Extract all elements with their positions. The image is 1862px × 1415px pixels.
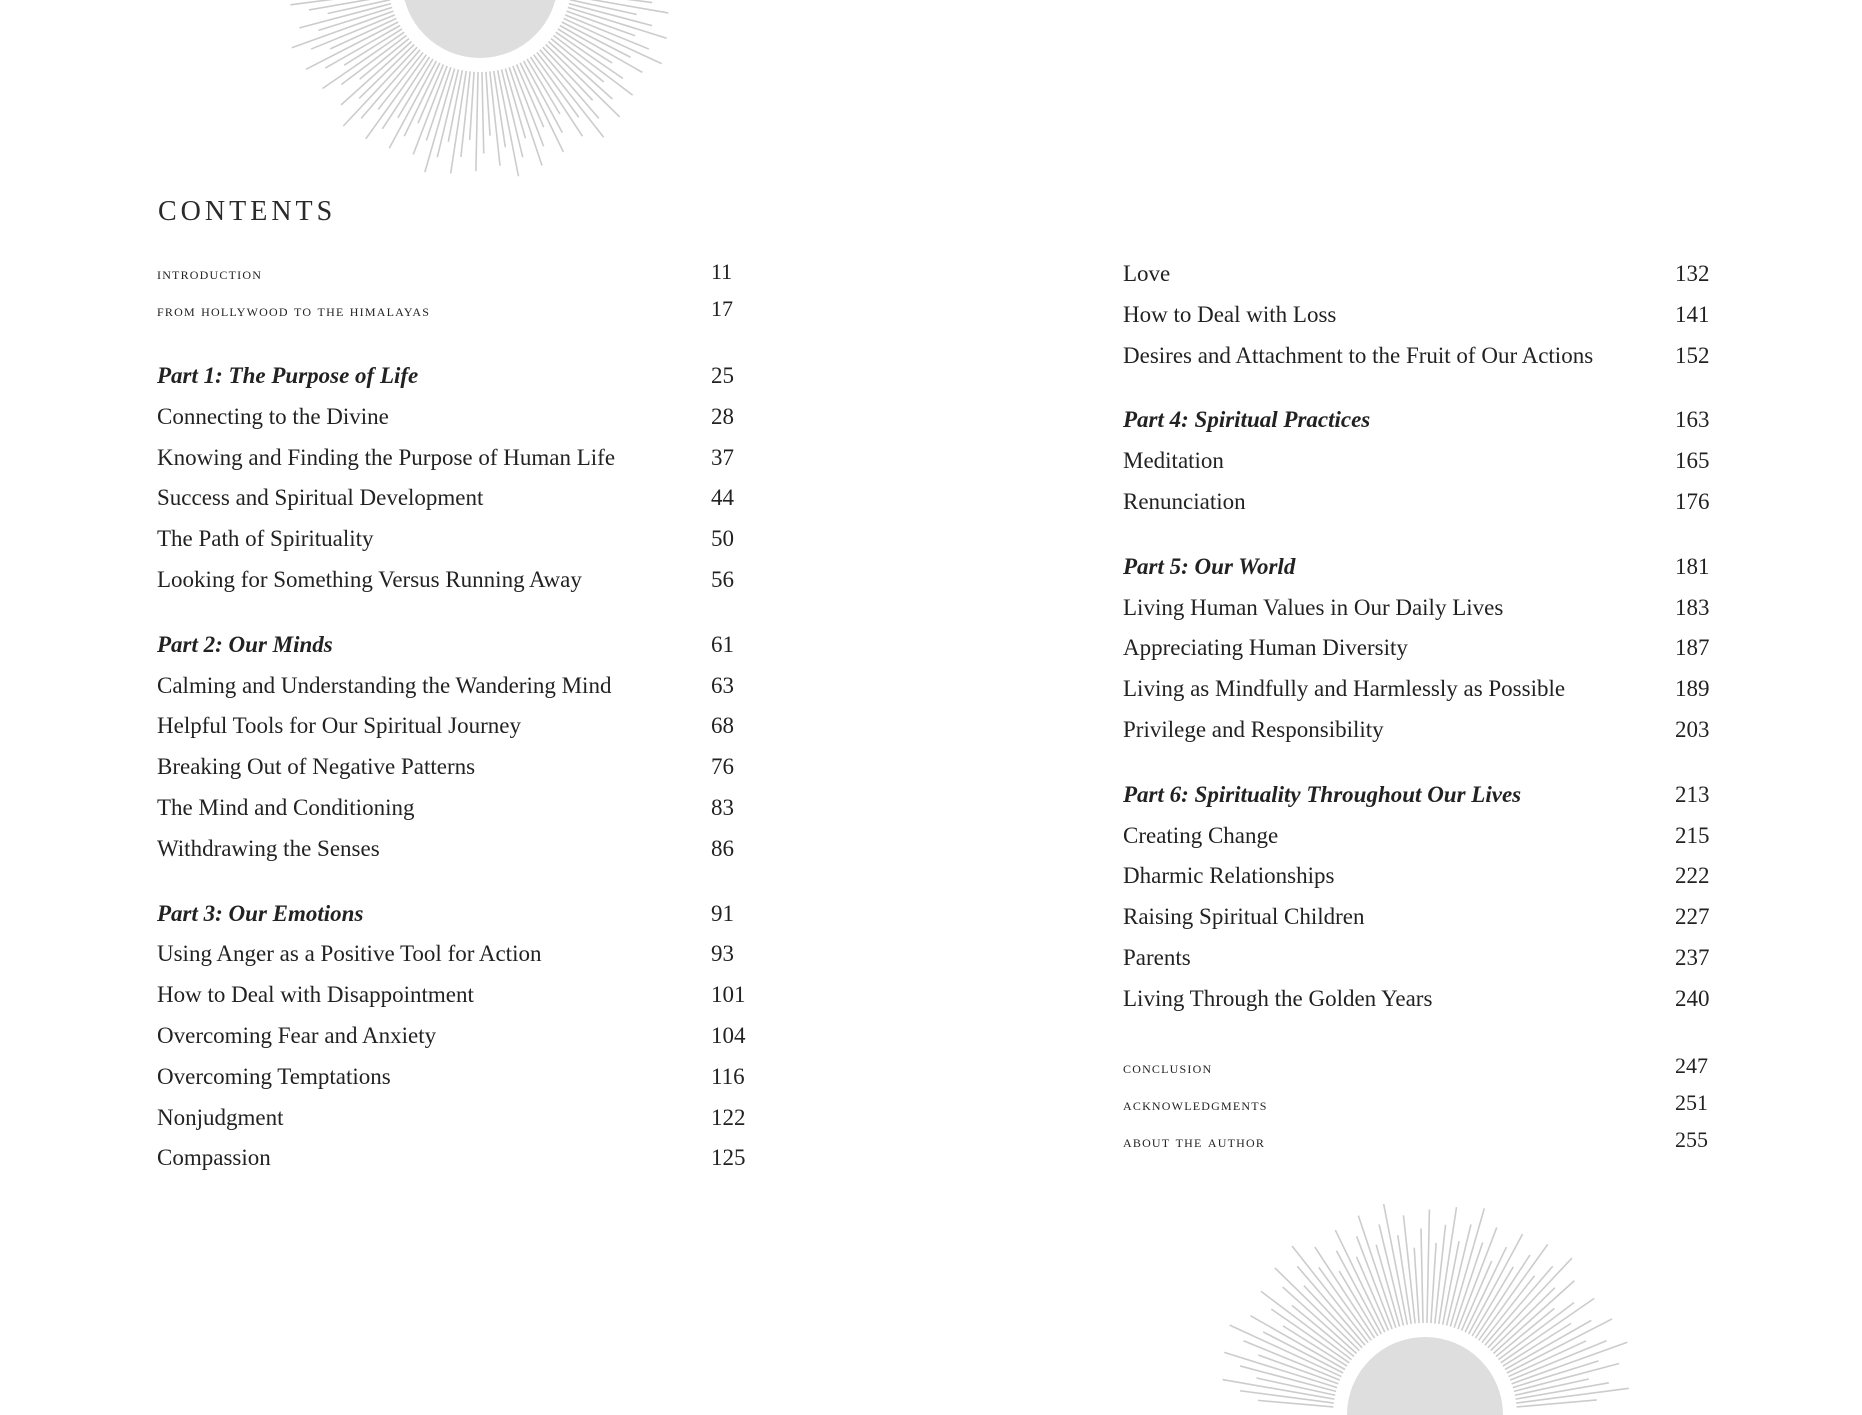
toc-entry-page: 68 [711,713,734,739]
toc-entry-title: Desires and Attachment to the Fruit of Our Actions [1123,342,1594,368]
toc-part-title: Part 3: Our Emotions [157,900,364,926]
toc-entry-title: Compassion [157,1145,271,1171]
toc-part-6[interactable] [1123,779,1723,820]
toc-entry[interactable] [1123,258,1723,299]
toc-entry-title: How to Deal with Loss [1123,301,1337,327]
toc-entry-page: 28 [711,403,734,429]
sun-ray [476,72,478,171]
toc-entry-page: 203 [1675,716,1710,742]
toc-entry-page: 44 [711,485,734,511]
toc-part-title: Part 1: The Purpose of Life [157,363,419,388]
toc-entry-title: Meditation [1123,448,1224,474]
toc-entry-page: 93 [711,941,734,967]
sun-ray [1261,1291,1352,1359]
toc-entry-page: 132 [1675,261,1710,286]
toc-entry-page: 237 [1675,944,1710,970]
toc-entry-title: The Path of Spirituality [157,526,374,552]
sun-ray [1283,1287,1357,1353]
toc-entry-page: 101 [711,982,746,1008]
toc-entry[interactable] [157,751,757,792]
sunburst-icon-top [270,0,690,220]
sun-ray [1431,1243,1436,1323]
toc-part-title: Part 4: Spiritual Practices [1123,407,1371,433]
toc-entry[interactable] [157,670,757,711]
toc-entry-page: 17 [711,296,733,321]
sun-ray [1421,1228,1423,1323]
toc-entry-page: 152 [1675,342,1710,368]
sun-disc [402,0,558,58]
sun-ray [1275,1268,1359,1351]
toc-entry-page: 37 [711,444,734,470]
toc-right-column [1123,258,1723,1163]
toc-entry[interactable] [1123,983,1723,1024]
sun-ray [567,11,636,36]
toc-entry-title: Appreciating Human Diversity [1123,635,1408,661]
toc-entry[interactable] [157,1142,757,1183]
toc-entry[interactable] [157,833,757,874]
toc-entry[interactable] [1123,673,1723,714]
toc-left-column [157,258,757,1183]
toc-entry[interactable] [157,1061,757,1102]
toc-entry-page: 86 [711,835,734,861]
toc-entry-page: 215 [1675,822,1710,848]
toc-entry-title: Using Anger as a Positive Tool for Action [157,941,542,967]
toc-entry-page: 222 [1675,863,1710,889]
toc-entry-title: Living Through the Golden Years [1123,985,1433,1011]
toc-entry-title: Renunciation [1123,488,1246,514]
toc-entry[interactable] [157,979,757,1020]
toc-entry-page: 240 [1675,985,1710,1011]
toc-entry-title: Love [1123,261,1171,286]
sun-ray [1501,1298,1594,1362]
sun-ray [359,44,414,98]
toc-entry-title: from hollywood to the himalayas [157,301,431,320]
toc-entry[interactable] [157,1020,757,1061]
toc-entry-page: 83 [711,794,734,820]
toc-entry[interactable] [1123,820,1723,861]
sun-ray [520,63,563,152]
toc-part-page: 213 [1675,781,1710,807]
toc-entry-page: 165 [1675,448,1710,474]
toc-entry-title: Success and Spiritual Development [157,485,484,511]
toc-part-page: 163 [1675,407,1710,433]
toc-part-3[interactable] [157,898,757,939]
toc-entry-page: 183 [1675,594,1710,620]
toc-entry[interactable] [1123,860,1723,901]
toc-entry-title: Dharmic Relationships [1123,863,1335,889]
toc-entry-page: 247 [1675,1052,1708,1078]
toc-entry[interactable] [157,710,757,751]
toc-entry-page: 251 [1675,1089,1708,1115]
toc-entry[interactable] [157,482,757,523]
toc-part-page: 61 [711,631,734,657]
sun-ray [482,72,484,154]
toc-entry-title: The Mind and Conditioning [157,794,415,820]
toc-part-page: 181 [1675,553,1710,579]
toc-entry-about-the-author[interactable] [1123,1126,1723,1163]
sunburst-icon-bottom [1215,1185,1635,1415]
toc-entry-page: 187 [1675,635,1710,661]
toc-part-page: 91 [711,900,734,926]
toc-entry[interactable] [157,401,757,442]
toc-part-5[interactable] [1123,551,1723,592]
toc-entry-page: 189 [1675,676,1710,702]
sun-ray [318,7,392,30]
toc-part-2[interactable] [157,629,757,670]
toc-entry[interactable] [157,564,757,605]
toc-entry-title: How to Deal with Disappointment [157,982,474,1008]
toc-entry-hollywood[interactable] [157,295,757,332]
sun-ray [426,67,450,140]
toc-entry-title: Connecting to the Divine [157,403,389,429]
sun-ray [1488,1258,1572,1348]
toc-entry-title: acknowledgments [1123,1094,1268,1114]
toc-entry-title: conclusion [1123,1057,1213,1077]
toc-entry-title: Withdrawing the Senses [157,835,380,861]
toc-entry-page: 11 [711,259,733,284]
toc-entry-page: 176 [1675,488,1710,514]
toc-entry-title: Breaking Out of Negative Patterns [157,754,476,780]
sun-disc [1347,1337,1503,1415]
toc-entry-title: Living as Mindfully and Harmlessly as Possible [1123,676,1566,702]
toc-entry-page: 116 [711,1063,745,1089]
sun-ray [1450,1208,1484,1326]
toc-entry[interactable] [1123,299,1723,340]
toc-entry-title: Nonjudgment [157,1104,284,1130]
toc-entry[interactable] [157,938,757,979]
toc-entry-acknowledgments[interactable] [1123,1089,1723,1126]
toc-entry-title: Privilege and Responsibility [1123,716,1384,742]
toc-entry-title: Raising Spiritual Children [1123,904,1365,930]
sun-ray [1427,1210,1429,1324]
toc-entry-page: 56 [711,566,734,592]
toc-entry[interactable] [157,442,757,483]
toc-entry-page: 104 [711,1022,746,1048]
toc-part-title: Part 5: Our World [1123,553,1296,579]
toc-entry[interactable] [1123,445,1723,486]
toc-entry-title: Knowing and Finding the Purpose of Human Life [157,444,616,470]
toc-entry-title: Overcoming Temptations [157,1063,391,1089]
sun-ray [486,72,490,136]
toc-part-1[interactable] [157,360,757,401]
toc-entry-introduction[interactable] [157,258,757,295]
sun-ray [1376,1245,1399,1327]
toc-part-4[interactable] [1123,404,1723,445]
toc-part-page: 25 [711,363,734,388]
sun-ray [1479,1244,1548,1340]
toc-entry-title: introduction [157,264,263,283]
toc-entry[interactable] [157,1102,757,1143]
toc-entry-page: 122 [711,1104,746,1130]
sun-ray [1414,1248,1419,1324]
sun-ray [299,4,391,28]
toc-entry-title: Living Human Values in Our Daily Lives [1123,594,1504,620]
toc-entry-page: 50 [711,526,734,552]
sun-ray [546,44,620,117]
toc-entry-conclusion[interactable] [1123,1052,1723,1089]
sun-ray [1292,1246,1368,1343]
toc-entry[interactable] [1123,340,1723,381]
sun-ray [418,64,443,123]
toc-part-title: Part 2: Our Minds [157,631,333,657]
sun-ray [1447,1224,1471,1325]
toc-entry-title: Overcoming Fear and Anxiety [157,1022,437,1048]
sun-ray [490,71,500,165]
toc-entry[interactable] [1123,901,1723,942]
toc-entry-title: Parents [1123,944,1191,970]
toc-entry[interactable] [1123,632,1723,673]
toc-entry[interactable] [1123,486,1723,527]
toc-entry[interactable] [157,792,757,833]
toc-part-title: Part 6: Spirituality Throughout Our Lives [1123,781,1522,807]
toc-entry-title: Looking for Something Versus Running Away [157,566,582,592]
toc-entry-title: Creating Change [1123,822,1279,848]
toc-entry[interactable] [157,523,757,564]
toc-entry-page: 255 [1675,1126,1708,1152]
toc-entry-page: 76 [711,754,734,780]
toc-entry-title: Calming and Understanding the Wandering Mind [157,672,612,698]
sun-ray [461,71,470,157]
contents-heading: CONTENTS [158,196,337,227]
toc-entry-page: 63 [711,672,734,698]
toc-entry-title: Helpful Tools for Our Spiritual Journey [157,713,522,739]
sun-ray [1435,1225,1446,1324]
toc-entry[interactable] [1123,714,1723,755]
toc-entry[interactable] [1123,942,1723,983]
toc-entry-title: about the author [1123,1131,1266,1151]
toc-entry[interactable] [1123,592,1723,633]
sun-ray [470,72,474,140]
toc-entry-page: 141 [1675,301,1710,327]
toc-entry-page: 125 [711,1145,746,1171]
toc-entry-page: 227 [1675,904,1710,930]
